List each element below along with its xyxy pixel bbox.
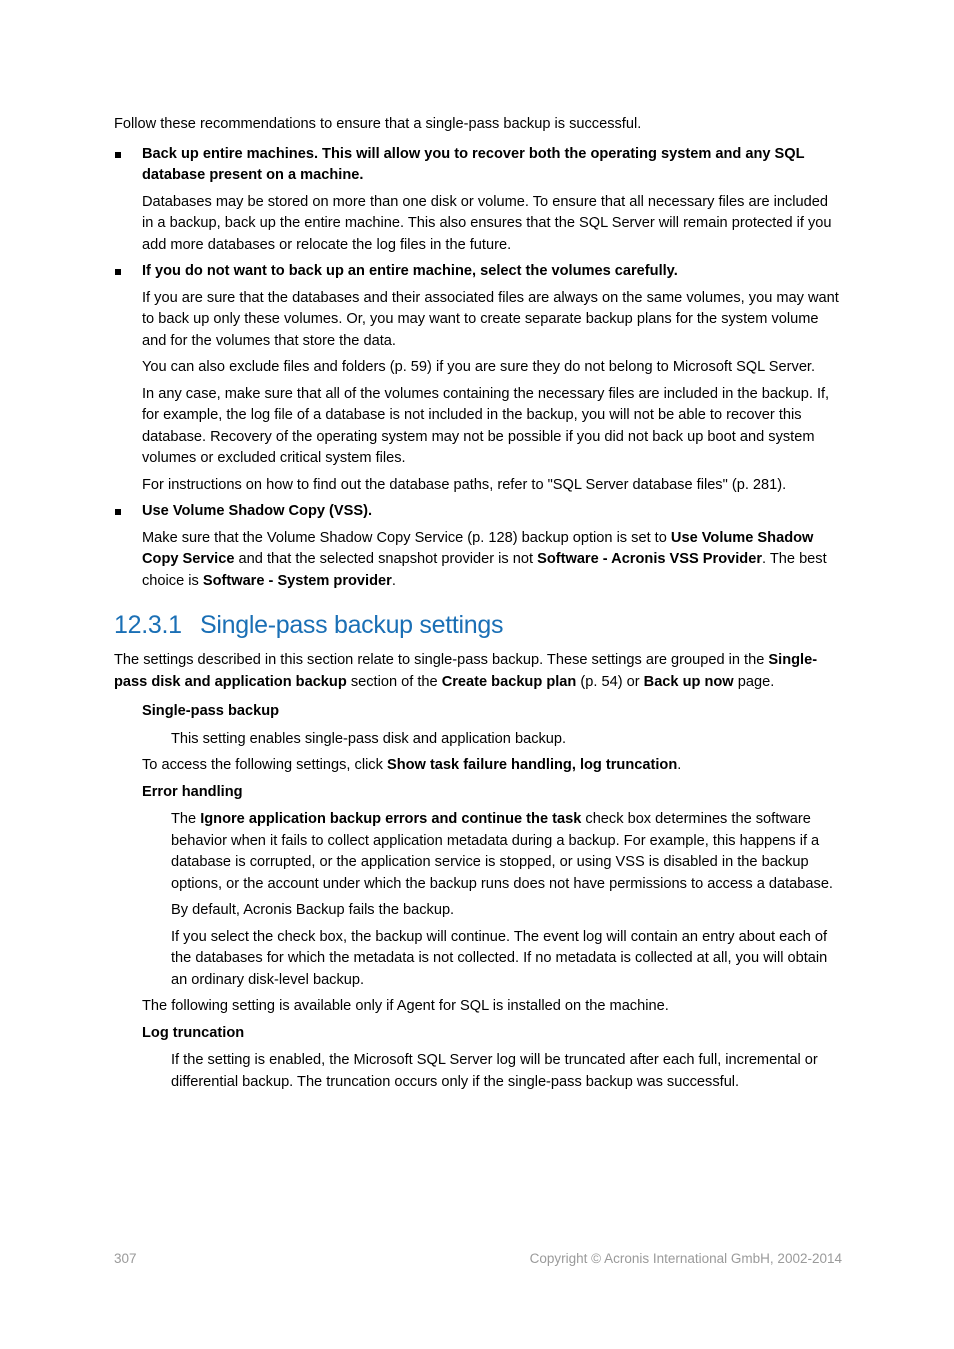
error-handling-paragraph: If you select the check box, the backup will continue. The event log will contain an entry about each of the databases for which the metadata is not collected. If no metadata is collected at all, you will obtain an ordinary disk-level backup. (171, 928, 828, 988)
section-title: Single-pass backup settings (200, 611, 504, 639)
intro-bold-section: Single-pass disk and application backup (114, 652, 818, 690)
intro-bold-create-plan: Create backup plan (441, 673, 577, 690)
page-footer (114, 1251, 842, 1266)
square-bullet-icon (115, 509, 121, 515)
vss-bold-option: Use Volume Shadow Copy Service (142, 529, 814, 567)
access-bold-link-label: Show task failure handling, log truncation (386, 757, 678, 773)
bullet-item (114, 501, 842, 523)
section-number: 12.3.1 (114, 611, 182, 639)
square-bullet-icon (115, 152, 121, 158)
section-heading (114, 610, 842, 640)
access-text: To access the following settings, click (142, 757, 387, 773)
vss-text: . (391, 572, 396, 589)
single-pass-paragraph: This setting enables single-pass disk and application backup. (171, 730, 567, 747)
vss-paragraph (142, 528, 842, 593)
log-truncation-paragraph: If the setting is enabled, the Microsoft SQL Server log will be truncated after each full, incremental or differential backup. The truncation occurs only if the single-pass backup was successful. (171, 1052, 818, 1090)
intro-text: The settings described in this section relate to single-pass backup. These settings are grouped in the (114, 652, 769, 668)
error-bold-checkbox-name: Ignore application backup errors and continue the task (200, 811, 582, 827)
section-intro-paragraph (114, 650, 842, 693)
copyright-notice: Copyright © Acronis International GmbH, 2002-2014 (529, 1251, 842, 1266)
page-content (114, 114, 842, 1098)
vss-bold-best-choice: Software - System provider (202, 572, 392, 589)
intro-text: page. (733, 673, 775, 690)
log-truncation-heading: Log truncation (142, 1024, 245, 1041)
vss-text: Make sure that the Volume Shadow Copy Service (p. 128) backup option is set to (142, 529, 671, 546)
vss-bold-provider: Software - Acronis VSS Provider (537, 551, 763, 567)
intro-paragraph: Follow these recommendations to ensure that a single-pass backup is successful. (114, 116, 642, 132)
error-text: The (171, 811, 201, 827)
bullet-heading: If you do not want to back up an entire machine, select the volumes carefully. (142, 263, 678, 279)
intro-text: section of the (346, 673, 442, 690)
error-handling-heading: Error handling (142, 783, 243, 800)
bullet-paragraph: Databases may be stored on more than one disk or volume. To ensure that all necessary files are included in a backup, back up the entire machine. This also ensures that the SQL Server will remain protected if you add more databases or relocate the log files in the future. (142, 193, 832, 253)
bullet-paragraph: In any case, make sure that all of the volumes containing the necessary files are included in the backup. If, for example, the log file of a database is not included in the backup, you will not be able to recover this database. Recovery of the operating system may not be possible if you did not back up boot and system volumes or excluded critical system files. (142, 385, 830, 466)
access-text: . (677, 757, 682, 773)
bullet-heading: Use Volume Shadow Copy (VSS). (142, 503, 373, 519)
error-handling-paragraph: By default, Acronis Backup fails the backup. (171, 902, 455, 918)
single-pass-heading: Single-pass backup (142, 703, 280, 719)
vss-text: and that the selected snapshot provider is not (234, 551, 538, 567)
bullet-heading: Back up entire machines. This will allow you to recover both the operating system and any SQL database present on a machine. (142, 145, 805, 183)
intro-bold-back-up-now: Back up now (643, 673, 734, 690)
bullet-item (114, 144, 842, 187)
error-handling-paragraph (171, 809, 842, 895)
availability-paragraph: The following setting is available only if Agent for SQL is installed on the machine. (142, 998, 669, 1014)
bullet-paragraph: For instructions on how to find out the database paths, refer to "SQL Server database files" (p. 281). (142, 476, 787, 493)
bullet-paragraph: You can also exclude files and folders (p. 59) if you are sure they do not belong to Microsoft SQL Server. (142, 359, 816, 375)
error-text: check box determines the software behavior when it fails to collect application metadata during a backup. For example, this happens if a database is corrupted, or the application service is stopped, or using VSS is disabled in the backup options, or the account under which the backup runs does not have permissions to access a database. (171, 811, 833, 892)
square-bullet-icon (115, 269, 121, 275)
bullet-paragraph: If you are sure that the databases and their associated files are always on the same volumes, you may want to back up only these volumes. Or, you may want to create separate backup plans for the system volume and for the volumes that store the data. (142, 289, 839, 349)
vss-text: . The best choice is (142, 551, 827, 589)
page-number: 307 (114, 1251, 137, 1266)
intro-text: (p. 54) or (576, 673, 644, 690)
access-paragraph (142, 755, 842, 777)
bullet-item (114, 261, 842, 283)
